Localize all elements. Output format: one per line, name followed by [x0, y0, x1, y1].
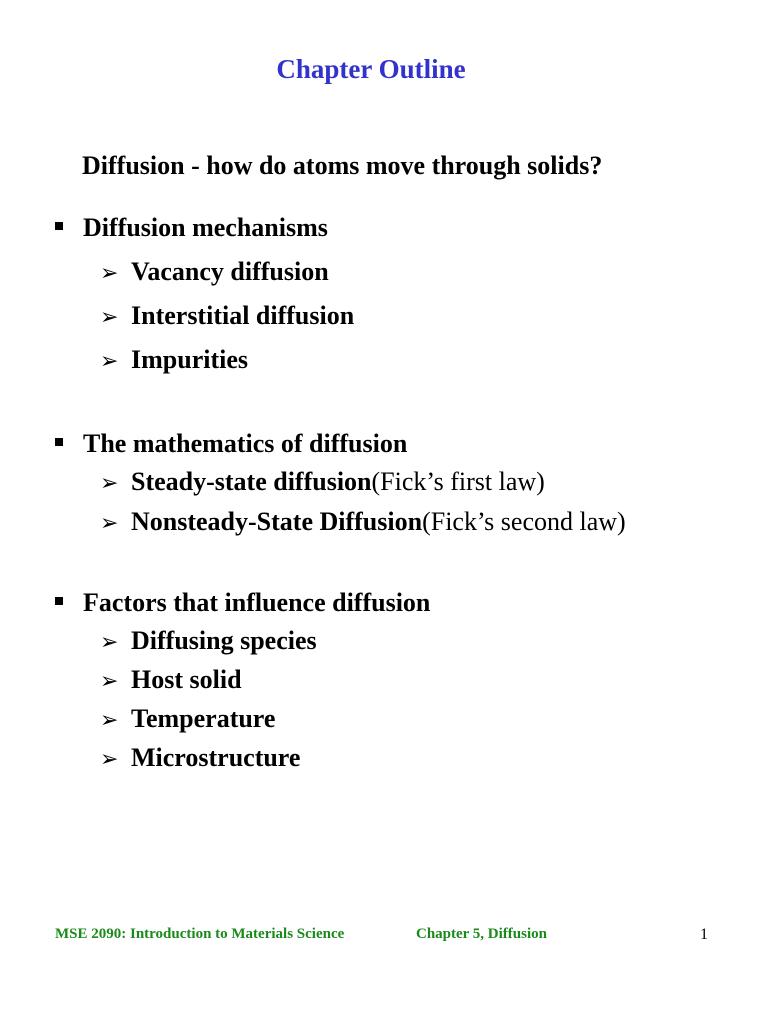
list-item-normal-text: (Fick’s second law)	[422, 507, 626, 536]
page-number: 1	[700, 926, 708, 943]
section-heading	[55, 429, 755, 461]
list-item-bold-text: Interstitial diffusion	[131, 301, 355, 330]
list-item	[55, 626, 755, 665]
section-heading-text: Factors that influence diffusion	[83, 588, 431, 617]
arrow-bullet-icon: ➢	[100, 747, 119, 772]
square-bullet-icon	[55, 222, 63, 230]
page-subtitle: Diffusion - how do atoms move through solids?	[82, 151, 603, 180]
square-bullet-icon	[55, 597, 63, 605]
section-heading-text: The mathematics of diffusion	[83, 429, 408, 458]
list-item-bold-text: Nonsteady-State Diffusion	[131, 507, 423, 536]
arrow-bullet-icon: ➢	[100, 349, 119, 374]
section-heading	[55, 213, 755, 245]
arrow-bullet-icon: ➢	[100, 305, 119, 330]
list-item-bold-text: Host solid	[131, 665, 242, 694]
arrow-bullet-icon: ➢	[100, 511, 119, 536]
arrow-bullet-icon: ➢	[100, 630, 119, 655]
section-factors-influence-diffusion	[55, 588, 755, 782]
list-item-bold-text: Temperature	[131, 704, 276, 733]
arrow-bullet-icon: ➢	[100, 708, 119, 733]
list-item-bold-text: Impurities	[131, 345, 248, 374]
list-item	[55, 257, 755, 301]
list-item	[55, 743, 755, 782]
page-title: Chapter Outline	[276, 54, 466, 84]
list-item-bold-text: Diffusing species	[131, 626, 317, 655]
section-mathematics-of-diffusion	[55, 429, 755, 547]
list-item	[55, 665, 755, 704]
list-item	[55, 467, 755, 507]
section-heading	[55, 588, 755, 620]
list-item	[55, 345, 755, 389]
arrow-bullet-icon: ➢	[100, 471, 119, 496]
section-diffusion-mechanisms	[55, 213, 755, 389]
footer-chapter: Chapter 5, Diffusion	[416, 926, 547, 942]
list-item-bold-text: Microstructure	[131, 743, 301, 772]
arrow-bullet-icon: ➢	[100, 261, 119, 286]
list-item	[55, 507, 755, 547]
list-item-bold-text: Steady-state diffusion	[131, 467, 372, 496]
square-bullet-icon	[55, 438, 63, 446]
list-item-bold-text: Vacancy diffusion	[131, 257, 329, 286]
list-item-normal-text: (Fick’s first law)	[371, 467, 545, 496]
arrow-bullet-icon: ➢	[100, 669, 119, 694]
list-item	[55, 301, 755, 345]
list-item	[55, 704, 755, 743]
footer-course: MSE 2090: Introduction to Materials Science	[55, 926, 345, 942]
section-heading-text: Diffusion mechanisms	[83, 213, 328, 242]
